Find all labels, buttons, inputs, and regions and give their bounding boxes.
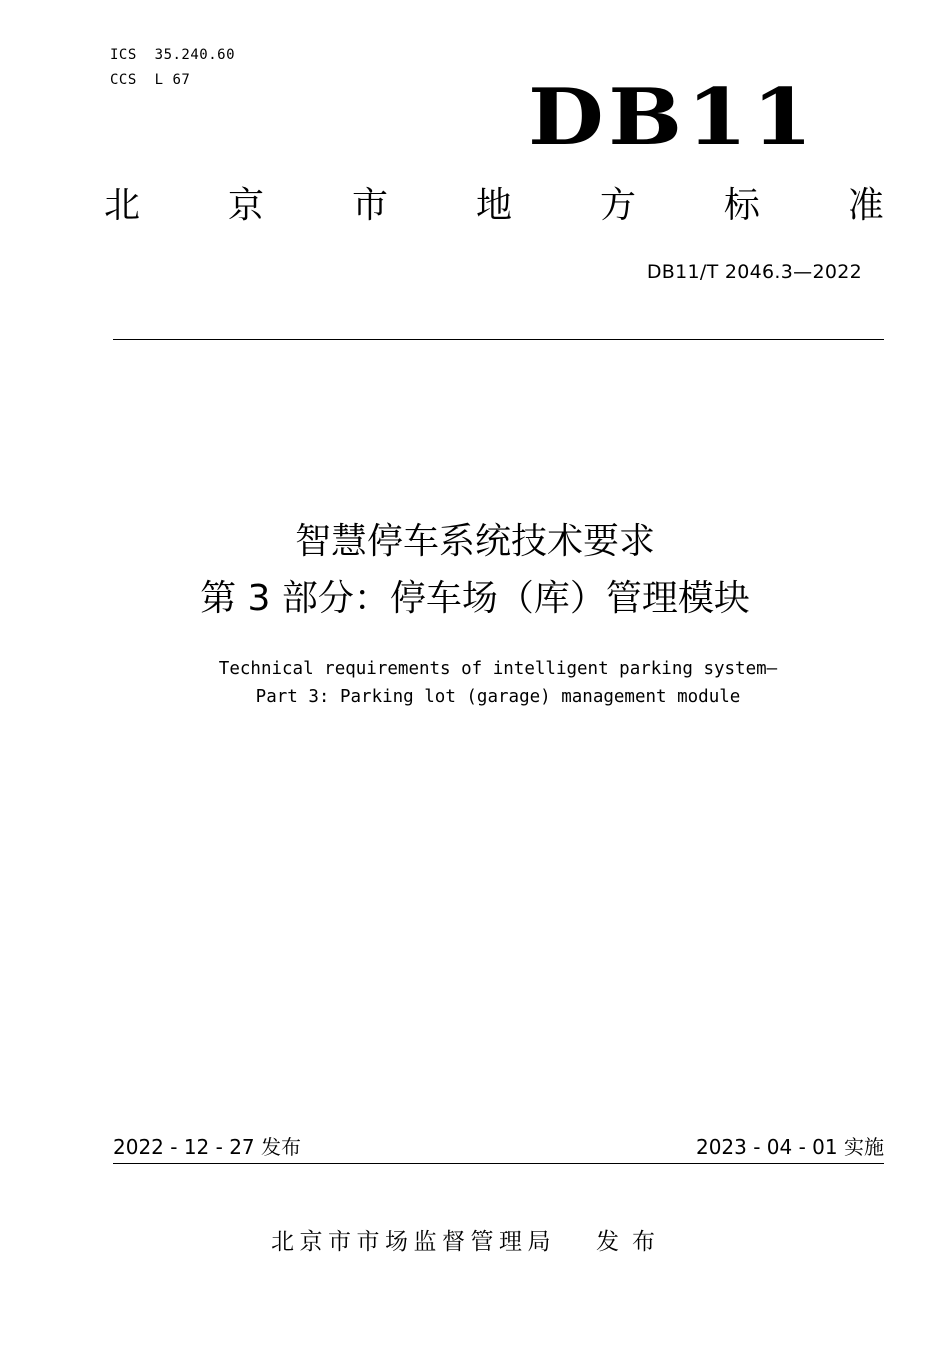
ccs-code: CCS L 67 xyxy=(110,72,191,88)
title-chinese-line-2: 第 3 部分：停车场（库）管理模块 xyxy=(200,578,750,619)
standard-type-heading xyxy=(104,184,884,228)
standard-type-char: 京 xyxy=(227,185,264,226)
title-chinese-line-1: 智慧停车系统技术要求 xyxy=(294,521,655,562)
ics-code: ICS 35.240.60 xyxy=(110,47,236,63)
db11-logo: DB11 xyxy=(527,72,817,163)
standard-type-char: 北 xyxy=(104,185,141,226)
title-english-line-2: Part 3: Parking lot (garage) management module xyxy=(255,687,741,707)
publisher-line xyxy=(271,1227,668,1257)
standard-type-char: 标 xyxy=(723,185,760,226)
standard-number: DB11/T 2046.3—2022 xyxy=(646,261,862,283)
standard-type-char: 方 xyxy=(599,185,636,226)
implementation-date: 2023 - 04 - 01 实施 xyxy=(695,1135,884,1159)
bottom-divider xyxy=(113,1163,884,1164)
publisher-name: 北京市市场监督管理局 xyxy=(271,1229,556,1255)
publisher-action: 发布 xyxy=(596,1229,668,1255)
standard-type-char: 地 xyxy=(475,185,512,226)
standard-type-char: 准 xyxy=(847,185,884,226)
top-divider xyxy=(113,339,884,340)
issue-date: 2022 - 12 - 27 发布 xyxy=(113,1135,302,1159)
standard-type-char: 市 xyxy=(351,185,388,226)
title-english-line-1: Technical requirements of intelligent parking system— xyxy=(218,659,778,679)
